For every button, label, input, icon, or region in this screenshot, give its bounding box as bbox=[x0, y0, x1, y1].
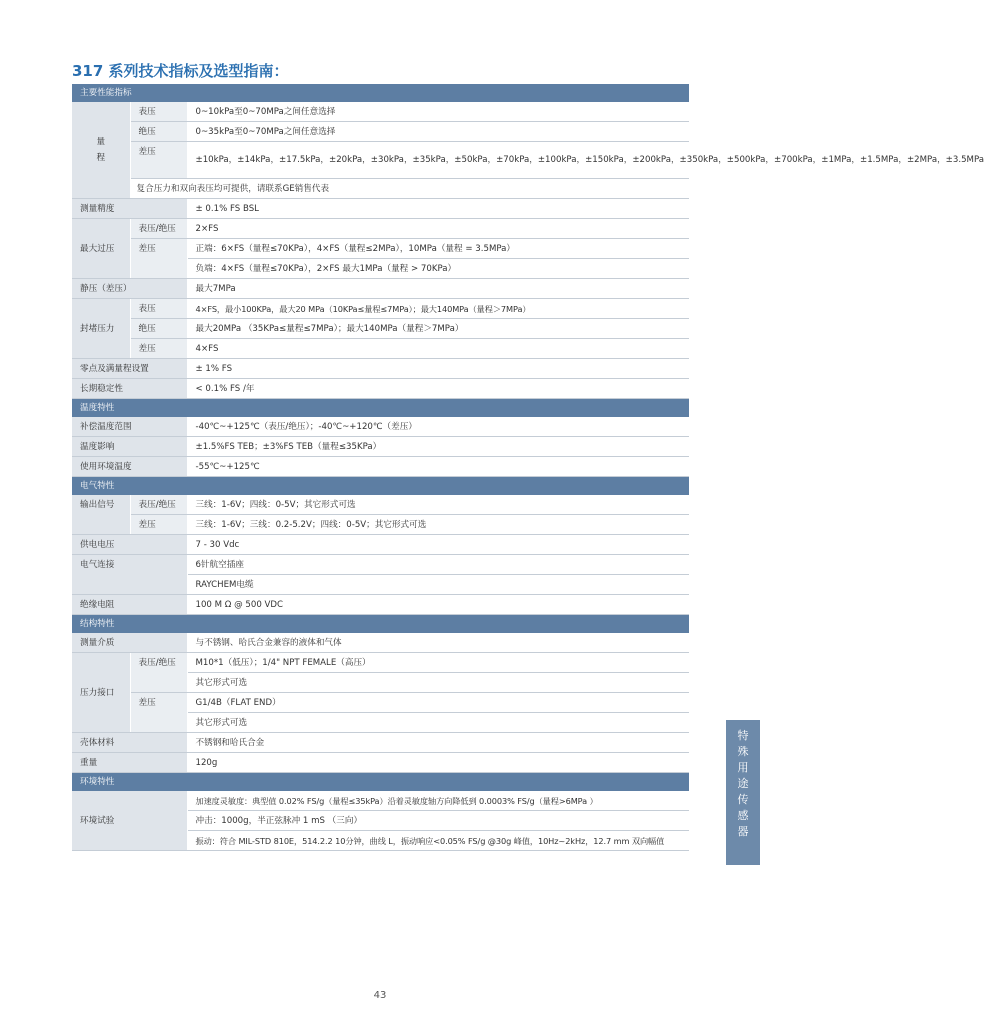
row-label: 温度影响 bbox=[72, 437, 187, 457]
value-cell: 冲击：1000g，半正弦脉冲 1 mS （三向） bbox=[187, 811, 689, 831]
row-label: 封堵压力 bbox=[72, 299, 130, 359]
value-cell: RAYCHEM电缆 bbox=[187, 575, 689, 595]
table-row bbox=[72, 457, 689, 477]
value-cell: 120g bbox=[187, 753, 689, 773]
value-cell: 与不锈钢、哈氏合金兼容的液体和气体 bbox=[187, 633, 689, 653]
value-cell: 7 - 30 Vdc bbox=[187, 535, 689, 555]
table-row bbox=[72, 495, 689, 515]
value-cell: 三线：1-6V；四线：0-5V；其它形式可选 bbox=[187, 495, 689, 515]
side-tab-char: 殊 bbox=[737, 745, 749, 758]
value-cell: ± 0.1% FS BSL bbox=[187, 199, 689, 219]
row-label: 补偿温度范围 bbox=[72, 417, 187, 437]
value-cell: 0~10kPa至0~70MPa之间任意选择 bbox=[187, 102, 689, 122]
sub-label: 表压 bbox=[130, 102, 187, 122]
table-row bbox=[72, 693, 689, 713]
table-row bbox=[72, 595, 689, 615]
section-title: 电气特性 bbox=[72, 477, 689, 495]
table-row bbox=[72, 753, 689, 773]
value-cell: 4×FS，最小100KPa，最大20 MPa（10KPa≤量程≤7MPa）；最大140MPa（量程＞7MPa） bbox=[187, 299, 689, 319]
value-cell: 其它形式可选 bbox=[187, 673, 689, 693]
table-row bbox=[72, 359, 689, 379]
sub-label: 差压 bbox=[130, 693, 187, 733]
side-tab-char: 器 bbox=[737, 825, 749, 838]
value-cell: 正端：6×FS（量程≤70KPa），4×FS（量程≤2MPa），10MPa（量程 = 3.5MPa） bbox=[187, 239, 689, 259]
row-label: 电气连接 bbox=[72, 555, 187, 595]
table-row bbox=[72, 339, 689, 359]
table-row bbox=[72, 102, 689, 122]
page-number: 43 bbox=[373, 990, 387, 1001]
side-tab bbox=[726, 720, 760, 865]
table-row bbox=[72, 279, 689, 299]
table-row bbox=[72, 515, 689, 535]
value-cell: 不锈钢和哈氏合金 bbox=[187, 733, 689, 753]
value-cell: M10*1（低压）；1/4" NPT FEMALE（高压） bbox=[187, 653, 689, 673]
row-label: 测量精度 bbox=[72, 199, 187, 219]
table-row bbox=[72, 142, 689, 179]
value-cell: G1/4B（FLAT END） bbox=[187, 693, 689, 713]
value-cell: ±1.5%FS TEB；±3%FS TEB（量程≤35KPa） bbox=[187, 437, 689, 457]
value-cell: 三线：1-6V；三线：0.2-5.2V；四线：0-5V；其它形式可选 bbox=[187, 515, 689, 535]
value-cell: 最大7MPa bbox=[187, 279, 689, 299]
value-cell: 负端：4×FS（量程≤70KPa），2×FS 最大1MPa（量程 > 70KPa） bbox=[187, 259, 689, 279]
table-row bbox=[72, 319, 689, 339]
value-cell: 4×FS bbox=[187, 339, 689, 359]
sub-label: 差压 bbox=[130, 339, 187, 359]
side-tab-char: 特 bbox=[737, 729, 749, 742]
side-tab-char: 用 bbox=[737, 761, 749, 774]
value-cell: 其它形式可选 bbox=[187, 713, 689, 733]
section-header-elec bbox=[72, 477, 689, 495]
value-cell: 2×FS bbox=[187, 219, 689, 239]
value-cell: 100 M Ω @ 500 VDC bbox=[187, 595, 689, 615]
side-tab-char: 感 bbox=[737, 809, 749, 822]
row-label: 长期稳定性 bbox=[72, 379, 187, 399]
value-cell: 复合压力和双向表压均可提供，请联系GE销售代表 bbox=[130, 179, 689, 199]
row-label: 输出信号 bbox=[72, 495, 130, 535]
section-title: 结构特性 bbox=[72, 615, 689, 633]
table-row bbox=[72, 299, 689, 319]
table-row bbox=[72, 653, 689, 673]
sub-label: 表压/绝压 bbox=[130, 653, 187, 693]
value-cell: 6针航空插座 bbox=[187, 555, 689, 575]
sub-label: 差压 bbox=[130, 239, 187, 279]
sub-label: 差压 bbox=[130, 142, 187, 179]
table-row bbox=[72, 239, 689, 259]
side-tab-char: 途 bbox=[737, 777, 749, 790]
row-label: 测量介质 bbox=[72, 633, 187, 653]
table-row bbox=[72, 379, 689, 399]
table-row bbox=[72, 122, 689, 142]
side-tab-char: 传 bbox=[737, 793, 749, 806]
row-label: 使用环境温度 bbox=[72, 457, 187, 477]
value-cell: -40℃~+125℃（表压/绝压）；-40℃~+120℃（差压） bbox=[187, 417, 689, 437]
section-header-env bbox=[72, 773, 689, 791]
row-label: 重量 bbox=[72, 753, 187, 773]
sub-label: 表压/绝压 bbox=[130, 219, 187, 239]
section-header-main bbox=[72, 84, 689, 102]
page-title: 317 系列技术指标及选型指南： bbox=[72, 62, 289, 80]
table-row bbox=[72, 555, 689, 575]
table-row bbox=[72, 791, 689, 811]
value-cell: -55℃~+125℃ bbox=[187, 457, 689, 477]
table-row bbox=[72, 535, 689, 555]
table-row bbox=[72, 633, 689, 653]
table-row bbox=[72, 417, 689, 437]
sub-label: 表压/绝压 bbox=[130, 495, 187, 515]
table-row bbox=[72, 437, 689, 457]
row-label-range: 量 程 bbox=[72, 102, 130, 199]
section-header-struct bbox=[72, 615, 689, 633]
spec-table bbox=[72, 84, 984, 851]
row-label: 壳体材料 bbox=[72, 733, 187, 753]
section-title: 温度特性 bbox=[72, 399, 689, 417]
row-label: 零点及满量程设置 bbox=[72, 359, 187, 379]
value-cell: 振动：符合 MIL-STD 810E，514.2.2 10分钟，曲线 L，振动响应<0.05% FS/g @30g 峰值，10Hz~2kHz，12.7 mm 双向幅值 bbox=[187, 831, 689, 851]
sub-label: 表压 bbox=[130, 299, 187, 319]
row-label: 绝缘电阻 bbox=[72, 595, 187, 615]
value-cell: 加速度灵敏度：典型值 0.02% FS/g（量程≤35kPa）沿着灵敏度轴方向降低到 0.0003% FS/g（量程>6MPa ） bbox=[187, 791, 689, 811]
row-label: 静压（差压） bbox=[72, 279, 187, 299]
table-row bbox=[72, 733, 689, 753]
sub-label: 绝压 bbox=[130, 122, 187, 142]
value-cell: < 0.1% FS /年 bbox=[187, 379, 689, 399]
table-row bbox=[72, 219, 689, 239]
value-cell: 最大20MPa （35KPa≤量程≤7MPa）；最大140MPa（量程＞7MPa） bbox=[187, 319, 689, 339]
sub-label: 差压 bbox=[130, 515, 187, 535]
section-title: 环境特性 bbox=[72, 773, 689, 791]
row-label: 供电电压 bbox=[72, 535, 187, 555]
table-row bbox=[72, 199, 689, 219]
sub-label: 绝压 bbox=[130, 319, 187, 339]
row-label: 最大过压 bbox=[72, 219, 130, 279]
table-row bbox=[72, 179, 689, 199]
row-label: 压力接口 bbox=[72, 653, 130, 733]
section-title: 主要性能指标 bbox=[72, 84, 689, 102]
value-cell: 0~35kPa至0~70MPa之间任意选择 bbox=[187, 122, 689, 142]
value-cell: ± 1% FS bbox=[187, 359, 689, 379]
row-label: 环境试验 bbox=[72, 791, 187, 851]
value-cell: ±10kPa，±14kPa，±17.5kPa，±20kPa，±30kPa，±35kPa，±50kPa，±70kPa，±100kPa，±150kPa，±200kPa，±350kPa，±500kPa，±700kPa，±1MPa，±1.5MPa，±2MPa，±3.5MPa bbox=[187, 142, 689, 179]
section-header-temp bbox=[72, 399, 689, 417]
